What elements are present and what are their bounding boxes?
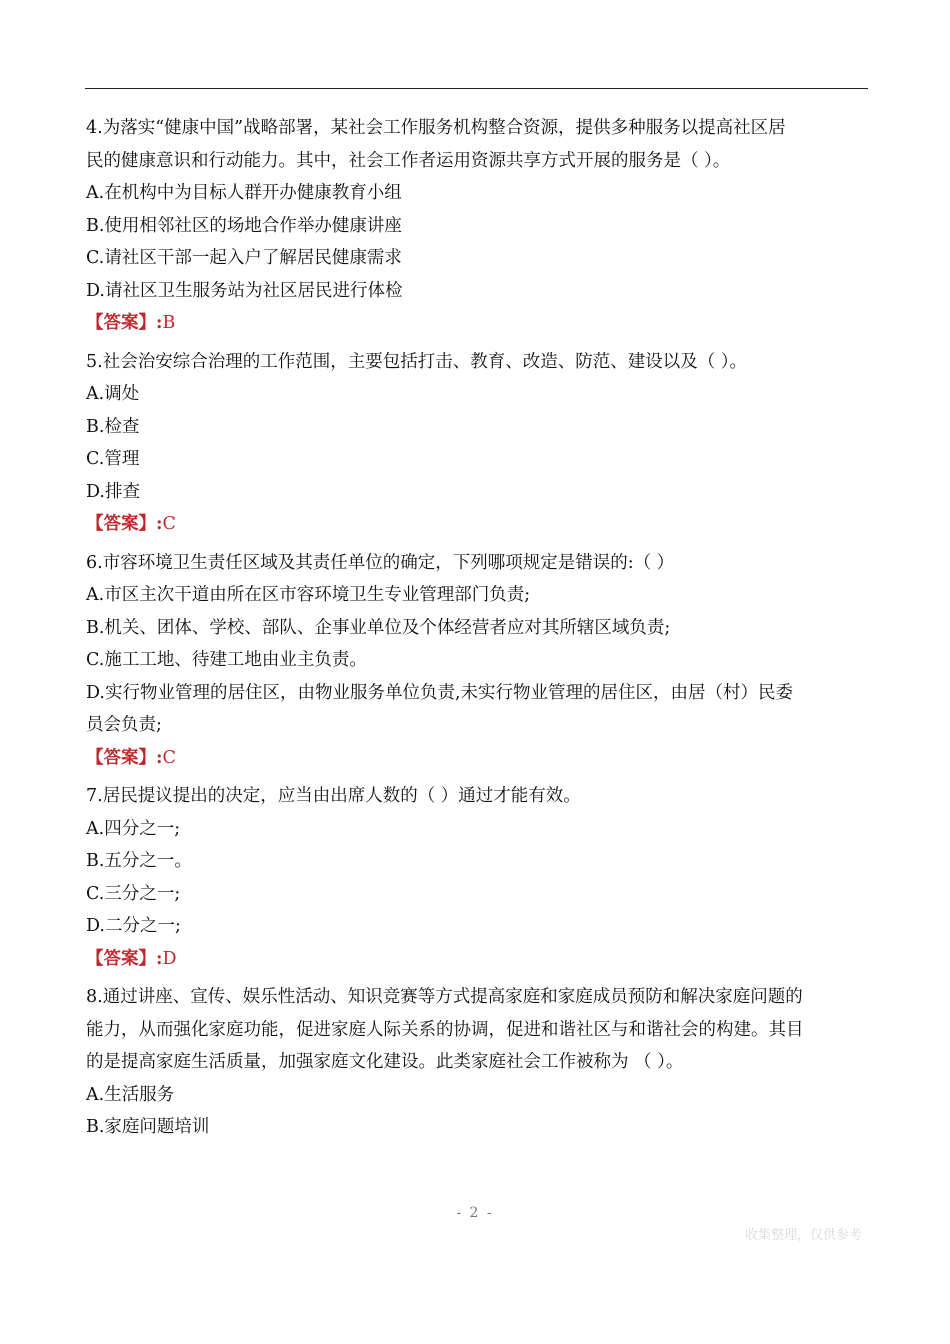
answer-option: C.管理 xyxy=(86,449,140,469)
question-stem-line: 的是提高家庭生活质量，加强家庭文化建设。此类家庭社会工作被称为 （ ）。 xyxy=(86,1052,684,1072)
question-stem-line: 民的健康意识和行动能力。其中，社会工作者运用资源共享方式开展的服务是（ ）。 xyxy=(86,150,731,171)
answer-line xyxy=(86,943,868,976)
answer-value: C xyxy=(162,514,176,534)
answer-option: C.施工工地、待建工地由业主负责。 xyxy=(86,650,367,670)
question-stem-line: 7.居民提议提出的决定，应当由出席人数的（ ）通过才能有效。 xyxy=(86,786,581,806)
answer-label: 【答案】: xyxy=(86,313,163,333)
answer-label: 【答案】: xyxy=(86,514,163,534)
page-number: - 2 - xyxy=(456,1205,494,1221)
watermark-text: 收集整理，仅供参考 xyxy=(744,1228,862,1243)
question-stem-line: 8.通过讲座、宣传、娱乐性活动、知识竞赛等方式提高家庭和家庭成员预防和解决家庭问题的 xyxy=(86,987,803,1007)
answer-line xyxy=(86,307,868,340)
answer-label: 【答案】: xyxy=(86,948,163,969)
answer-option: D.二分之一; xyxy=(86,916,181,936)
question-stem-line: 5.社会治安综合治理的工作范围，主要包括打击、教育、改造、防范、建设以及（ ）。 xyxy=(86,351,748,372)
question-block xyxy=(86,547,868,781)
answer-line xyxy=(86,742,868,775)
answer-option: D.排查 xyxy=(86,481,140,502)
document-body xyxy=(86,112,868,1144)
question-block xyxy=(86,780,868,981)
question-stem-line: 6.市容环境卫生责任区域及其责任单位的确定，下列哪项规定是错误的:（ ） xyxy=(86,552,675,573)
answer-value: D xyxy=(162,948,177,969)
answer-option: A.在机构中为目标人群开办健康教育小组 xyxy=(86,183,402,203)
question-block xyxy=(86,346,868,547)
answer-option: A.生活服务 xyxy=(86,1084,175,1105)
answer-option: D.实行物业管理的居住区，由物业服务单位负责,未实行物业管理的居住区，由居（村）民委 xyxy=(86,682,794,703)
answer-option: B.家庭问题培训 xyxy=(86,1117,210,1137)
answer-option: B.机关、团体、学校、部队、企事业单位及个体经营者应对其所辖区域负责; xyxy=(86,617,671,638)
question-stem-line: 能力，从而强化家庭功能，促进家庭人际关系的协调，促进和谐社区与和谐社会的构建。其目 xyxy=(86,1019,804,1040)
question-stem-line: 4.为落实“健康中国”战略部署，某社会工作服务机构整合资源，提供多种服务以提高社区居 xyxy=(86,118,786,138)
answer-option: B.检查 xyxy=(86,416,140,437)
question-block xyxy=(86,981,868,1144)
answer-option: A.四分之一; xyxy=(86,818,181,839)
answer-label: 【答案】: xyxy=(86,747,163,768)
answer-option: A.调处 xyxy=(86,384,140,404)
answer-line xyxy=(86,508,868,541)
answer-value: B xyxy=(162,313,176,333)
question-block xyxy=(86,112,868,346)
answer-option: A.市区主次干道由所在区市容环境卫生专业管理部门负责; xyxy=(86,585,531,605)
answer-option: 员会负责; xyxy=(86,715,162,735)
answer-option: C.请社区干部一起入户了解居民健康需求 xyxy=(86,248,402,268)
answer-option: C.三分之一; xyxy=(86,883,181,904)
answer-option: B.使用相邻社区的场地合作举办健康讲座 xyxy=(86,215,402,236)
header-rule xyxy=(85,88,868,89)
answer-option: B.五分之一。 xyxy=(86,851,192,871)
answer-value: C xyxy=(162,747,176,768)
answer-option: D.请社区卫生服务站为社区居民进行体检 xyxy=(86,280,403,301)
